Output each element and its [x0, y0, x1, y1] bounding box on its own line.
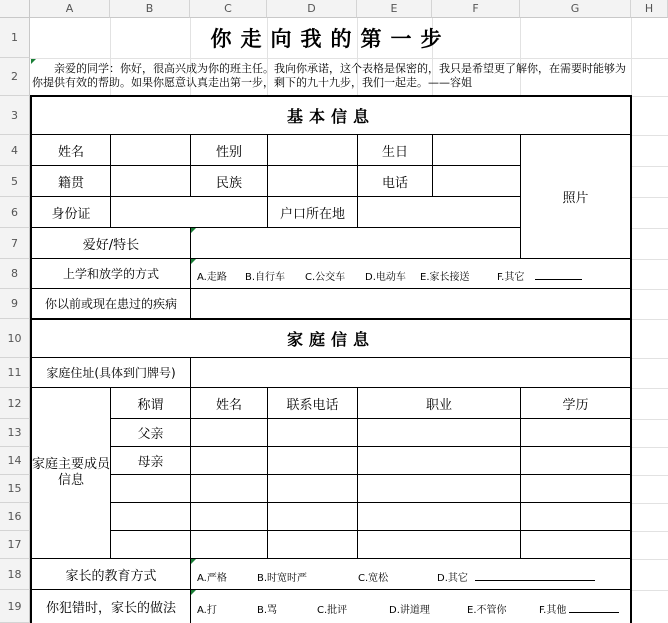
gridline — [631, 503, 668, 504]
input-id-card[interactable] — [111, 197, 267, 227]
column-header-f[interactable]: F — [432, 0, 520, 18]
commute-option-b[interactable]: B.自行车 — [245, 272, 286, 283]
row-header-10[interactable]: 10 — [0, 319, 30, 358]
row-header-11[interactable]: 11 — [0, 358, 30, 388]
gridline — [631, 197, 668, 198]
commute-options[interactable] — [191, 259, 630, 288]
gridline — [30, 58, 668, 59]
label-ethnicity[interactable]: 民族 — [215, 175, 242, 191]
label-id-card[interactable]: 身份证 — [51, 206, 91, 222]
input-birthday[interactable] — [433, 135, 520, 165]
table-border — [110, 474, 632, 475]
intro-text[interactable]: 亲爱的同学：你好，很高兴成为你的班主任。我向你承诺，这个表格是保密的，我只是希望更了解你，在需要时能够为你提供有效的帮助。如果你愿意认真走出第一步，剩下的九十九步，我们一起走。——容姐 — [32, 62, 626, 89]
mistake-option-b[interactable]: B.骂 — [257, 605, 278, 616]
form-title[interactable]: 你走向我的第一步 — [210, 26, 451, 51]
row-header-3[interactable]: 3 — [0, 96, 30, 135]
photo-cell[interactable]: 照片 — [562, 191, 589, 206]
row-header-19[interactable]: 19 — [0, 590, 30, 623]
row-header-12[interactable]: 12 — [0, 388, 30, 419]
row-header-5[interactable]: 5 — [0, 166, 30, 197]
fill-in-line — [475, 580, 595, 581]
gridline — [631, 289, 668, 290]
row-header-6[interactable]: 6 — [0, 197, 30, 228]
gridline — [631, 475, 668, 476]
column-relation[interactable]: 称谓 — [137, 397, 164, 413]
column-header-h[interactable]: H — [631, 0, 668, 18]
mistake-options[interactable] — [191, 590, 630, 623]
label-address[interactable]: 家庭住址(具体到门牌号) — [46, 366, 176, 380]
commute-option-f[interactable]: F.其它 — [497, 272, 525, 283]
mistake-option-d[interactable]: D.讲道理 — [389, 605, 430, 616]
column-header-e[interactable]: E — [357, 0, 432, 18]
row-header-18[interactable]: 18 — [0, 559, 30, 590]
mistake-option-a[interactable]: A.打 — [197, 605, 217, 616]
gridline — [631, 18, 632, 96]
gridline — [631, 228, 668, 229]
gridline — [631, 135, 668, 136]
table-border — [110, 502, 632, 503]
label-birthday[interactable]: 生日 — [381, 144, 408, 160]
column-education[interactable]: 学历 — [562, 397, 589, 413]
column-header-d[interactable]: D — [267, 0, 357, 18]
column-header-b[interactable]: B — [110, 0, 190, 18]
fill-in-line — [569, 612, 619, 613]
label-hobby[interactable]: 爱好/特长 — [82, 237, 140, 253]
row-header-17[interactable]: 17 — [0, 531, 30, 559]
input-gender[interactable] — [268, 135, 357, 165]
input-name[interactable] — [111, 135, 190, 165]
label-mistake-response[interactable]: 你犯错时，家长的做法 — [45, 601, 176, 616]
input-hukou[interactable] — [358, 197, 520, 227]
mistake-option-e[interactable]: E.不管你 — [467, 605, 507, 616]
gridline — [631, 319, 668, 320]
parenting-option-a[interactable]: A.严格 — [197, 573, 227, 584]
column-member-name[interactable]: 姓名 — [215, 397, 242, 413]
row-header-4[interactable]: 4 — [0, 135, 30, 166]
label-phone[interactable]: 电话 — [381, 175, 408, 191]
parenting-option-d[interactable]: D.其它 — [437, 573, 468, 584]
select-all-corner[interactable] — [0, 0, 30, 18]
gridline — [631, 419, 668, 420]
parenting-option-b[interactable]: B.时宽时严 — [257, 573, 308, 584]
row-header-2[interactable]: 2 — [0, 58, 30, 96]
label-commute[interactable]: 上学和放学的方式 — [62, 267, 159, 281]
row-header-9[interactable]: 9 — [0, 289, 30, 319]
column-occupation[interactable]: 职业 — [425, 397, 452, 413]
label-family-members[interactable]: 家庭主要成员信息 — [32, 457, 111, 488]
commute-option-e[interactable]: E.家长接送 — [420, 272, 470, 283]
section-header-family[interactable]: 家庭信息 — [286, 330, 375, 349]
column-header-g[interactable]: G — [520, 0, 631, 18]
parenting-option-c[interactable]: C.宽松 — [358, 573, 389, 584]
input-ethnicity[interactable] — [268, 166, 357, 196]
parenting-options[interactable] — [191, 559, 630, 589]
table-border — [110, 530, 632, 531]
row-header-7[interactable]: 7 — [0, 228, 30, 259]
gridline — [631, 259, 668, 260]
label-hukou[interactable]: 户口所在地 — [279, 206, 345, 222]
input-hobby[interactable] — [191, 228, 520, 258]
input-hometown[interactable] — [111, 166, 190, 196]
label-hometown[interactable]: 籍贯 — [57, 175, 84, 191]
gridline — [631, 358, 668, 359]
mistake-option-f[interactable]: F.其他 — [539, 605, 567, 616]
gridline — [631, 447, 668, 448]
commute-option-c[interactable]: C.公交车 — [305, 272, 346, 283]
commute-option-a[interactable]: A.走路 — [197, 272, 227, 283]
column-header-a[interactable]: A — [30, 0, 110, 18]
label-gender[interactable]: 性别 — [215, 144, 242, 160]
gridline — [631, 166, 668, 167]
input-address[interactable] — [191, 358, 630, 387]
column-header-c[interactable]: C — [190, 0, 267, 18]
fill-in-line — [535, 279, 582, 280]
row-header-13[interactable]: 13 — [0, 419, 30, 447]
label-parenting-style[interactable]: 家长的教育方式 — [65, 568, 157, 584]
column-contact-phone[interactable]: 联系电话 — [286, 397, 339, 413]
commute-option-d[interactable]: D.电动车 — [365, 272, 406, 283]
gridline — [631, 590, 668, 591]
input-phone[interactable] — [433, 166, 520, 196]
row-header-16[interactable]: 16 — [0, 503, 30, 531]
section-header-basic[interactable]: 基本信息 — [286, 107, 375, 126]
label-illness[interactable]: 你以前或现在患过的疾病 — [44, 297, 177, 311]
row-header-15[interactable]: 15 — [0, 475, 30, 503]
row-header-1[interactable]: 1 — [0, 18, 30, 58]
row-header-8[interactable]: 8 — [0, 259, 30, 289]
table-border — [630, 95, 632, 623]
mistake-option-c[interactable]: C.批评 — [317, 605, 348, 616]
gridline — [631, 388, 668, 389]
gridline — [631, 559, 668, 560]
input-illness[interactable] — [191, 289, 630, 318]
gridline — [631, 96, 668, 97]
label-name[interactable]: 姓名 — [57, 144, 84, 160]
relation-mother[interactable]: 母亲 — [137, 455, 164, 470]
gridline — [631, 531, 668, 532]
relation-father[interactable]: 父亲 — [137, 427, 164, 442]
row-header-14[interactable]: 14 — [0, 447, 30, 475]
